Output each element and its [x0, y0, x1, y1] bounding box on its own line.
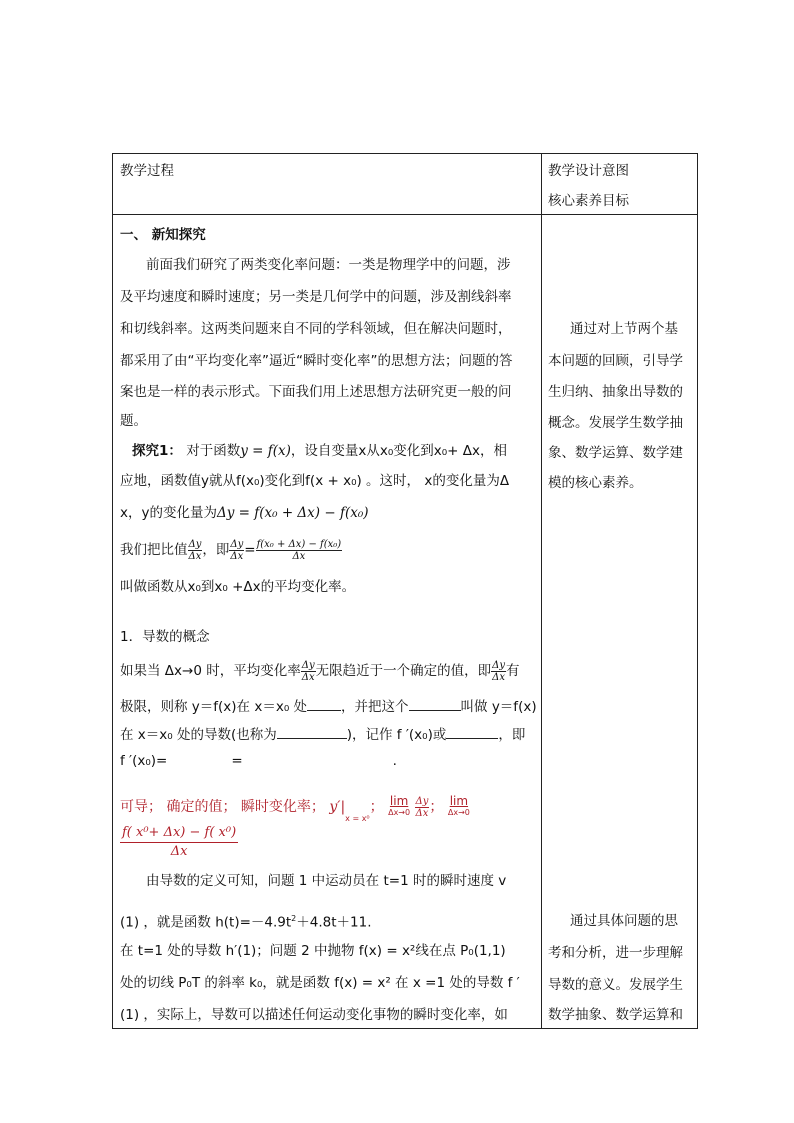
explore-label: 探究1： — [132, 443, 182, 459]
intro-line-2: 及平均速度和瞬时速度；另一类是几何学中的问题，涉及割线斜率 — [120, 289, 512, 305]
fraction-numerator: f(x₀ + Δx) − f(x₀) — [256, 538, 342, 550]
note2-line-2: 考和分析，进一步理解 — [548, 945, 683, 961]
note1-line-2: 本问题的回顾，引导学 — [548, 353, 683, 369]
note1-line-6: 模的核心素养。 — [548, 475, 643, 491]
lim-subscript: Δx→0 — [447, 808, 470, 817]
concept-text: 极限，则称 y＝f(x)在 x＝x₀ 处 — [120, 699, 308, 715]
blank-4 — [446, 724, 498, 739]
concept-text: 如果当 Δx→0 时，平均变化率 — [120, 663, 301, 679]
concept-text: ，即 — [498, 727, 526, 743]
function-expression: y = f(x) — [240, 443, 291, 459]
ratio-fraction-small — [229, 539, 244, 562]
lim-subscript: Δx→0 — [388, 808, 411, 817]
answer-line: 可导； 确定的值； 瞬时变化率； $y'|_{x = x^0}$； lim Δx→0 $\frac{\Delta y}{\Delta x}$ ； lim Δx→0 — [120, 794, 470, 823]
fraction-denominator: Δx — [301, 671, 315, 683]
concept-text: = — [231, 753, 243, 769]
concept-line-2 — [120, 696, 537, 716]
header-divider — [113, 214, 697, 215]
fraction-denominator: Δx — [415, 807, 429, 819]
column-divider — [541, 154, 542, 1028]
answer-y-prime: y′| — [329, 799, 346, 815]
answer-text: 可导； 确定的值； 瞬时变化率； — [120, 799, 325, 815]
fraction-denominator: Δx — [292, 550, 306, 562]
concept-text: . — [392, 753, 397, 769]
concept-line-4 — [120, 752, 397, 770]
answer-big-fraction — [120, 824, 238, 861]
explore-line-3 — [120, 504, 369, 522]
note1-line-5: 象、数学运算、数学建 — [548, 445, 683, 461]
explore-line-5: 叫做函数从x₀到x₀ +Δx的平均变化率。 — [120, 579, 356, 595]
header-right-line1: 教学设计意图 — [548, 163, 629, 179]
derivative-line-2 — [120, 910, 372, 932]
header-right-line2: 核心素养目标 — [548, 193, 629, 209]
explore-text: ，即 — [202, 542, 230, 558]
section-title: 一、 新知探究 — [120, 227, 206, 243]
note1-line-3: 生归纳、抽象出导数的 — [548, 384, 683, 400]
concept-text: )，记作 f ′(x₀)或 — [346, 727, 447, 743]
fraction-numerator: Δy — [492, 659, 505, 671]
derivative-text: ＋4.8t＋11. — [296, 914, 372, 931]
explore-text: 我们把比值 — [120, 542, 188, 558]
delta-y-expression: Δy = f(x₀ + Δx) − f(x₀) — [216, 505, 369, 521]
fraction-denominator: Δx — [492, 671, 505, 683]
derivative-line-1: 由导数的定义可知，问题 1 中运动员在 t=1 时的瞬时速度 v — [146, 873, 507, 889]
note2-line-3: 导数的意义。发展学生 — [548, 977, 683, 993]
exponent: 2 — [291, 914, 297, 923]
fraction-numerator: Δy — [415, 795, 429, 807]
header-left: 教学过程 — [120, 163, 174, 179]
fraction-numerator: Δy — [230, 538, 244, 550]
concept-text: ，并把这个 — [341, 699, 409, 715]
intro-line-5: 案也是一样的表示形式。下面我们用上述思想方法研究更一般的问 — [120, 384, 512, 400]
intro-line-6: 题。 — [120, 413, 147, 429]
limit-fraction — [491, 660, 506, 683]
derivative-line-4: 处的切线 P₀T 的斜率 k₀，就是函数 f(x) = x² 在 x =1 处的导数 f ′ — [120, 975, 520, 991]
explore-text: x，y的变化量为 — [120, 505, 217, 521]
explore-text: ，设自变量x从x₀变化到x₀+ Δx，相 — [290, 443, 507, 459]
avg-rate-fraction — [301, 660, 316, 683]
intro-line-3: 和切线斜率。这两类问题来自不同的学科领域，但在解决问题时， — [120, 321, 512, 337]
derivative-text: (1) ，就是函数 h(t)=－4.9t — [120, 914, 292, 931]
fraction-numerator: Δy — [188, 538, 202, 550]
answer-fraction — [415, 796, 430, 819]
lim-symbol: lim — [449, 794, 469, 808]
note1-line-1: 通过对上节两个基 — [570, 321, 678, 337]
fraction-denominator: Δx — [230, 550, 244, 562]
note1-line-4: 概念。发展学生数学抽 — [548, 415, 683, 431]
concept-text: 叫做 y＝f(x) — [460, 699, 537, 715]
answer-subscript: x = x⁰ — [345, 814, 370, 823]
explore-line-2: 应地，函数值y就从f(x₀)变化到f(x + x₀) 。这时， x的变化量为Δ — [120, 473, 510, 489]
derivative-line-5: (1) ，实际上，导数可以描述任何运动变化事物的瞬时变化率，如 — [120, 1007, 508, 1023]
concept-text: f ′(x₀)= — [120, 753, 168, 769]
concept-text: 有 — [505, 663, 520, 679]
explore-line-4: 我们把比值 $\frac{\Delta y}{\Delta x}$ ，即 $\frac{\Delta y}{\Delta x}$ = $\frac{\text{f(x₀ + Δx) − f(x₀)}}{\Delta x}$ — [120, 538, 342, 562]
fraction-numerator: f( x⁰+ Δx) − f( x⁰) — [120, 824, 238, 843]
derivative-line-3: 在 t=1 处的导数 h′(1)；问题 2 中抛物 f(x) = x²线在点 P₀(1,1) — [120, 943, 506, 959]
intro-line-4: 都采用了由“平均变化率”逼近“瞬时变化率”的思想方法；问题的答 — [120, 353, 513, 369]
difference-quotient — [256, 539, 343, 562]
explore-line-1 — [132, 442, 507, 460]
lim-symbol: lim — [389, 794, 409, 808]
blank-1 — [307, 696, 341, 711]
note2-line-1: 通过具体问题的思 — [570, 913, 678, 929]
note2-line-4: 数学抽象、数学运算和 — [548, 1007, 683, 1023]
ratio-fraction — [188, 539, 203, 562]
concept-line-1 — [120, 658, 519, 684]
explore-text: 对于函数 — [186, 443, 241, 459]
concept-text: 无限趋近于一个确定的值，即 — [315, 663, 492, 679]
intro-line-1: 前面我们研究了两类变化率问题：一类是物理学中的问题，涉 — [146, 257, 511, 273]
fraction-denominator: Δx — [170, 844, 188, 859]
blank-3 — [277, 724, 347, 739]
blank-2 — [409, 696, 461, 711]
concept-text: 在 x＝x₀ 处的导数(也称为 — [120, 727, 277, 743]
concept-line-3 — [120, 724, 525, 744]
concept-title: 1．导数的概念 — [120, 629, 210, 645]
fraction-denominator: Δx — [188, 550, 202, 562]
fraction-numerator: Δy — [301, 659, 315, 671]
